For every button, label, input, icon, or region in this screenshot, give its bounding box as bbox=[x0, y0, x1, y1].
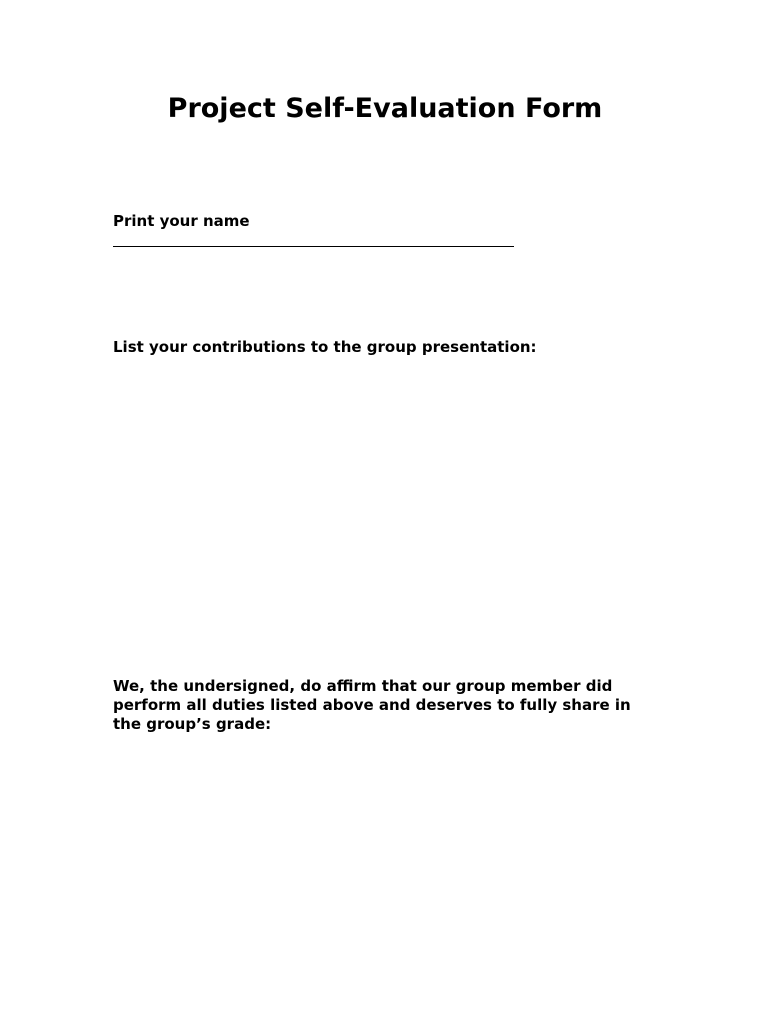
name-label: Print your name bbox=[113, 212, 250, 230]
affirmation-line-2: perform all duties listed above and deserves to fully share in bbox=[113, 696, 631, 714]
page-title: Project Self-Evaluation Form bbox=[167, 93, 603, 124]
contributions-label: List your contributions to the group presentation: bbox=[113, 338, 537, 356]
name-signature-line[interactable] bbox=[113, 246, 514, 247]
affirmation-line-3: the group’s grade: bbox=[113, 715, 272, 733]
affirmation-line-1: We, the undersigned, do affirm that our group member did bbox=[113, 677, 613, 695]
affirmation-statement bbox=[113, 677, 673, 734]
